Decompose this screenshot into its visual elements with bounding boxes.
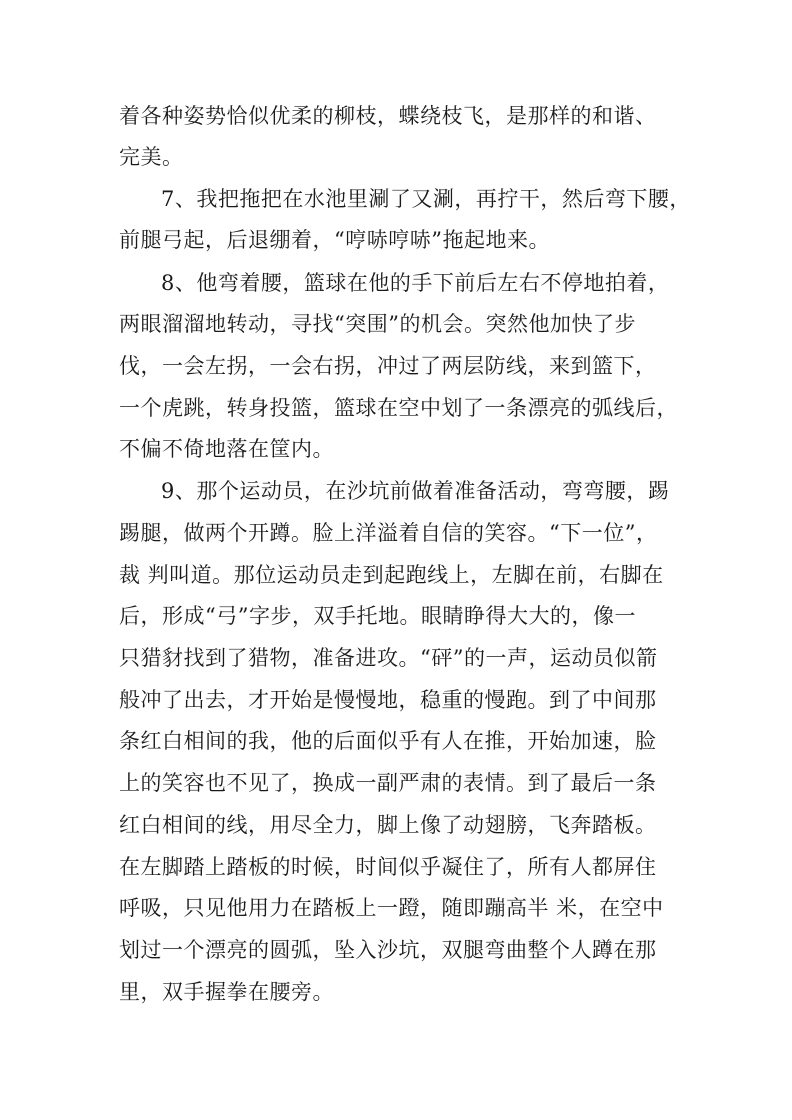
text-line: 伐，一会左拐，一会右拐，冲过了两层防线，来到篮下， [119, 354, 657, 378]
text-line: 后，形成“弓”字步，双手托地。眼睛睁得大大的，像一 [119, 604, 636, 628]
text-line: 两眼溜溜地转动，寻找“突围”的机会。突然他加快了步 [119, 312, 636, 336]
text-line: 完美。 [119, 145, 184, 169]
paragraph-8-first-line: 8、他弯着腰，篮球在他的手下前后左右不停地拍着， [161, 271, 670, 295]
text-line: 一个虎跳，转身投篮，篮球在空中划了一条漂亮的弧线后， [119, 396, 678, 420]
text-line: 裁 判叫道。那位运动员走到起跑线上，左脚在前，右脚在 [119, 563, 664, 587]
paragraph-9-first-line: 9、那个运动员，在沙坑前做着准备活动，弯弯腰，踢 [161, 479, 670, 503]
text-line: 着各种姿势恰似优柔的柳枝，蝶绕枝飞，是那样的和谐、 [119, 104, 657, 128]
text-line: 上的笑容也不见了，换成一副严肃的表情。到了最后一条 [119, 771, 657, 795]
text-line: 划过一个漂亮的圆弧，坠入沙坑，双腿弯曲整个人蹲在那 [119, 938, 657, 962]
text-line: 只猎豺找到了猎物，准备进攻。“砰”的一声，运动员似箭 [119, 646, 658, 670]
text-line: 踢腿，做两个开蹲。脸上洋溢着自信的笑容。“下一位”， [119, 521, 658, 545]
text-line: 前腿弓起，后退绷着，“哼哧哼哧”拖起地来。 [119, 228, 550, 252]
text-line: 红白相间的线，用尽全力，脚上像了动翅膀，飞奔踏板。 [119, 813, 657, 837]
paragraph-7-first-line: 7、我把拖把在水池里涮了又涮，再拧干，然后弯下腰， [161, 187, 691, 211]
text-line: 条红白相间的我，他的后面似乎有人在推，开始加速，脸 [119, 729, 657, 753]
text-line: 在左脚踏上踏板的时候，时间似乎凝住了，所有人都屏住 [119, 855, 657, 879]
text-line: 不偏不倚地落在筐内。 [119, 437, 334, 461]
text-line: 呼吸，只见他用力在踏板上一蹬，随即蹦高半 米，在空中 [119, 896, 664, 920]
text-line: 般冲了出去，才开始是慢慢地，稳重的慢跑。到了中间那 [119, 688, 657, 712]
text-line: 里，双手握拳在腰旁。 [119, 980, 334, 1004]
